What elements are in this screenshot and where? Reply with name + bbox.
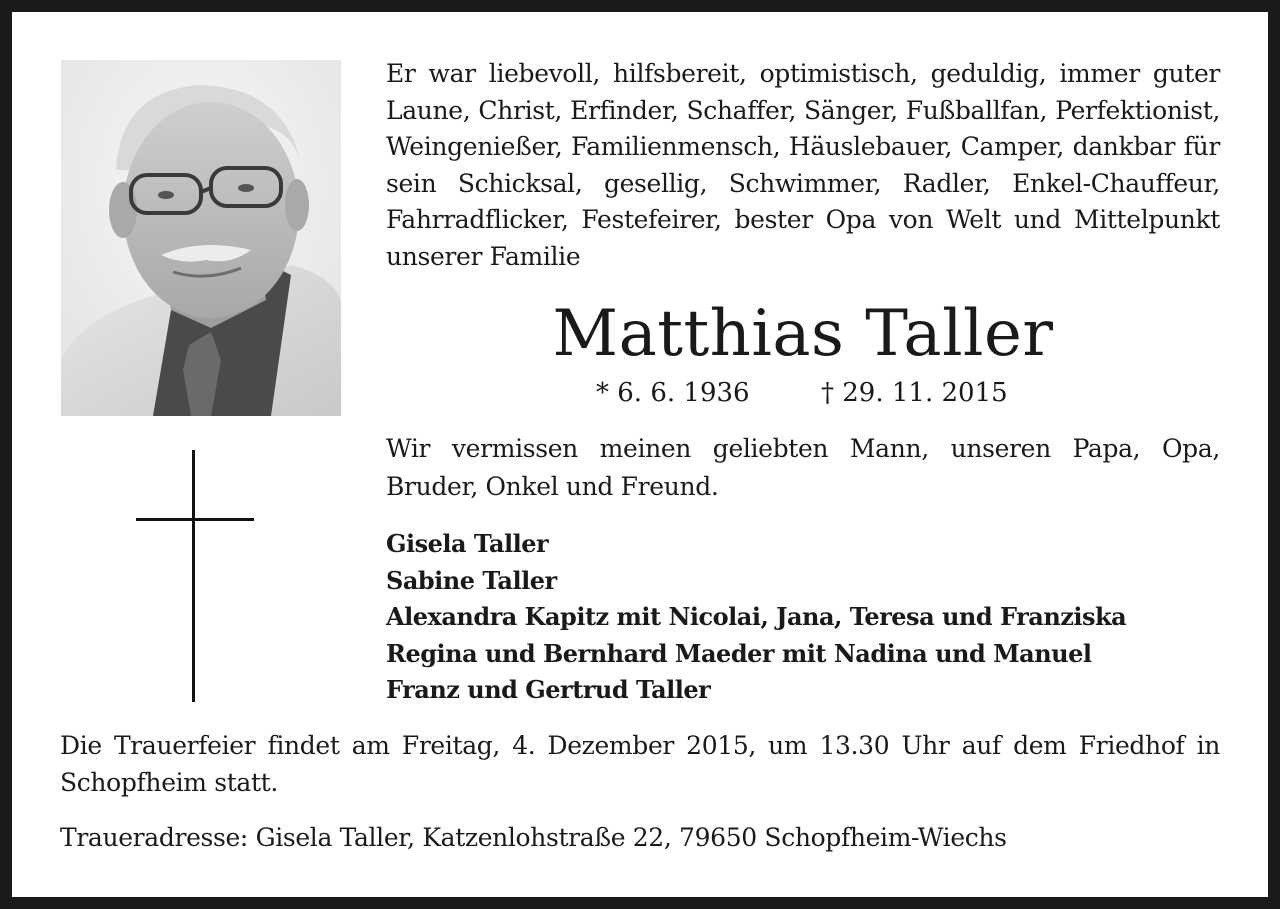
cross-icon: [136, 450, 254, 702]
portrait-illustration: [61, 60, 341, 416]
family-member: Gisela Taller: [386, 529, 549, 558]
family-member: Franz und Gertrud Taller: [386, 675, 711, 704]
family-member: Sabine Taller: [386, 565, 557, 595]
deceased-name: Matthias Taller: [552, 297, 1054, 371]
mourning-text: Wir vermissen meinen geliebten Mann, unseren Papa, Opa, Bruder, Onkel und Freund.: [386, 434, 1220, 501]
family-member: Regina und Bernhard Maeder mit Nadina und Manuel: [386, 638, 1092, 668]
intro-text: Er war liebevoll, hilfsbereit, optimistisch, geduldig, immer guter Laune, Christ, Erfinder, Schaffer, Sänger, Fußballfan, Perfektionist, Weingenießer, Familienmensch, Häuslebauer, Camper, dankbar für sein Schicksal, gesellig, Schwimmer, Radler, Enkel-Chauffeur, Fahrradflicker, Festefeirer, bester Opa von Welt und Mittelpunkt unserer Familie: [386, 59, 1220, 271]
cross-vertical-bar: [192, 450, 195, 702]
family-member: Alexandra Kapitz mit Nicolai, Jana, Teresa und Franziska: [386, 602, 1127, 631]
birth-date: * 6. 6. 1936: [596, 378, 750, 408]
death-date: † 29. 11. 2015: [821, 378, 1008, 408]
family-list: [386, 526, 1220, 709]
obituary-notice: [12, 12, 1268, 897]
life-dates: [386, 376, 1220, 410]
address-text: Traueradresse: Gisela Taller, Katzenlohstraße 22, 79650 Schopfheim-Wiechs: [60, 823, 1007, 852]
cross-horizontal-bar: [136, 518, 254, 521]
portrait-photo: [61, 60, 341, 416]
service-text: Die Trauerfeier findet am Freitag, 4. Dezember 2015, um 13.30 Uhr auf dem Friedhof in Schopfheim statt.: [60, 731, 1220, 797]
